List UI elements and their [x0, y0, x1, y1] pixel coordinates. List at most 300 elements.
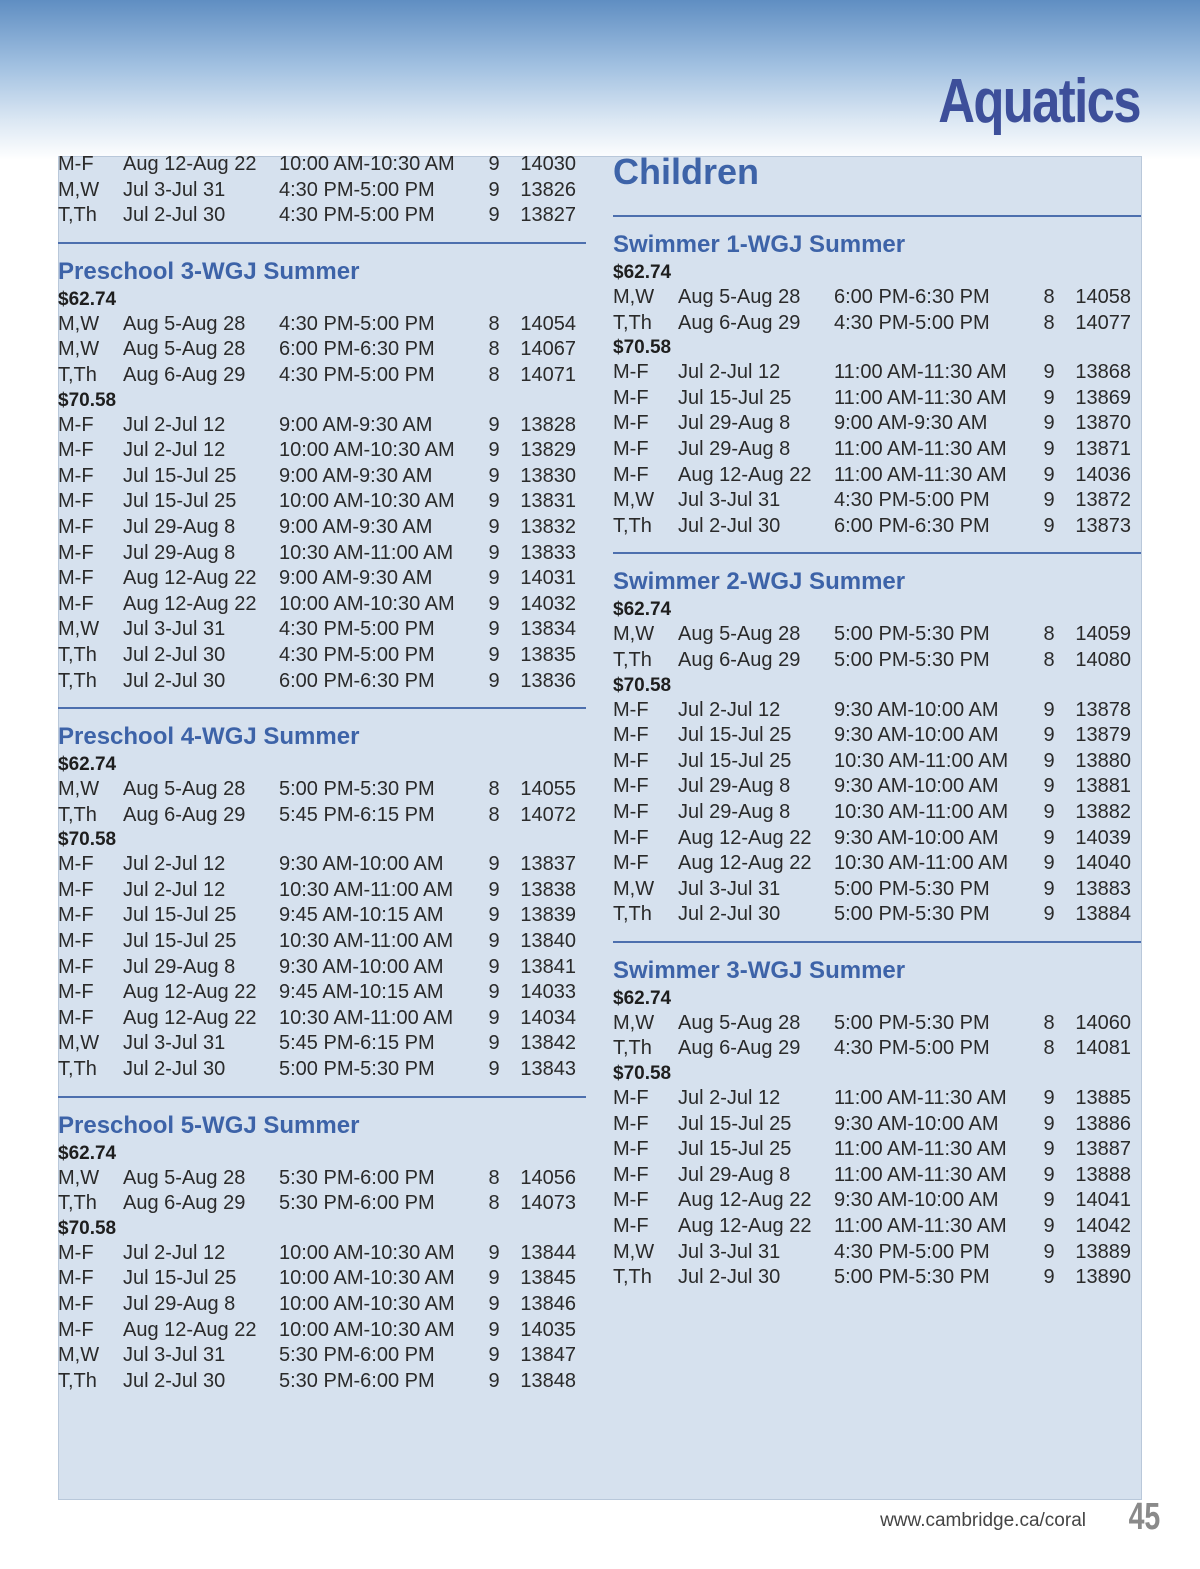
sessions-cell: 8	[1043, 286, 1055, 308]
barcode-cell: 13869	[1075, 386, 1131, 409]
course-block	[613, 215, 1141, 539]
schedule-row	[613, 622, 1141, 648]
dates-cell: Jul 3-Jul 31	[123, 1344, 226, 1367]
price-label: $62.74	[58, 1142, 117, 1164]
right-course-list	[613, 215, 1141, 1291]
sessions-cell: 9	[1043, 800, 1055, 823]
days-cell: M-F	[613, 1163, 649, 1186]
days-cell: M-F	[58, 1293, 94, 1315]
schedule-row	[613, 1112, 1141, 1138]
dates-cell: Aug 6-Aug 29	[678, 648, 801, 671]
schedule-row	[58, 363, 586, 389]
dates-cell: Aug 5-Aug 28	[123, 338, 246, 361]
time-cell: 4:30 PM-5:00 PM	[279, 643, 435, 666]
days-cell: M-F	[613, 386, 649, 409]
days-cell: M-F	[613, 361, 649, 384]
days-cell: M-F	[613, 852, 649, 875]
sessions-cell: 9	[488, 878, 500, 901]
days-cell: M,W	[58, 1344, 100, 1367]
sessions-cell: 9	[488, 464, 500, 487]
days-cell: M-F	[58, 1267, 94, 1290]
schedule-row	[58, 1057, 586, 1083]
time-cell: 5:30 PM-6:00 PM	[279, 1369, 435, 1392]
days-cell: M,W	[613, 623, 655, 646]
schedule-row	[613, 851, 1141, 877]
sessions-cell: 9	[1043, 412, 1055, 435]
days-cell: M-F	[613, 698, 649, 721]
dates-cell: Jul 3-Jul 31	[678, 489, 781, 512]
dates-cell: Jul 2-Jul 30	[123, 1369, 226, 1392]
barcode-cell: 14055	[520, 778, 576, 801]
dates-cell: Jul 2-Jul 30	[123, 669, 226, 692]
dates-cell: Aug 6-Aug 29	[123, 1192, 246, 1215]
schedule-row	[58, 777, 586, 803]
schedule-row	[613, 463, 1141, 489]
barcode-cell: 13884	[1075, 903, 1131, 926]
barcode-cell: 14033	[520, 981, 576, 1004]
time-cell: 10:00 AM-10:30 AM	[279, 490, 455, 513]
sessions-cell: 9	[1043, 1189, 1055, 1212]
days-cell: M-F	[613, 1215, 649, 1238]
days-cell: M-F	[613, 1087, 649, 1110]
sessions-cell: 8	[488, 778, 500, 801]
dates-cell: Aug 12-Aug 22	[678, 1189, 812, 1212]
time-cell: 4:30 PM-5:00 PM	[834, 489, 990, 512]
time-cell: 10:30 AM-11:00 AM	[834, 800, 1009, 823]
time-cell: 4:30 PM-5:00 PM	[279, 363, 435, 386]
website-url: www.cambridge.ca/coral	[880, 1510, 1086, 1531]
days-cell: T,Th	[58, 204, 97, 227]
dates-cell: Jul 29-Aug 8	[678, 800, 791, 823]
time-cell: 5:00 PM-5:30 PM	[834, 1266, 990, 1289]
schedule-row	[58, 337, 586, 363]
sessions-cell: 9	[488, 853, 500, 876]
dates-cell: Jul 2-Jul 30	[123, 1058, 226, 1081]
course-content	[613, 554, 1141, 928]
time-cell: 10:30 AM-11:00 AM	[279, 930, 454, 953]
schedule-row	[58, 152, 586, 178]
dates-cell: Aug 5-Aug 28	[678, 1011, 801, 1034]
dates-cell: Aug 5-Aug 28	[123, 778, 246, 801]
time-cell: 5:00 PM-5:30 PM	[834, 903, 990, 926]
dates-cell: Aug 5-Aug 28	[678, 623, 801, 646]
days-cell: M-F	[58, 541, 94, 564]
barcode-cell: 14072	[520, 803, 576, 826]
days-cell: T,Th	[58, 643, 97, 666]
sessions-cell: 9	[488, 981, 500, 1004]
time-cell: 11:00 AM-11:30 AM	[834, 437, 1007, 460]
continued-rows	[58, 152, 586, 229]
schedule-row	[613, 411, 1141, 437]
time-cell: 5:30 PM-6:00 PM	[279, 1344, 435, 1367]
schedule-row	[613, 360, 1141, 386]
barcode-cell: 13841	[520, 955, 576, 978]
time-cell: 4:30 PM-5:00 PM	[834, 1037, 990, 1060]
days-cell: M,W	[613, 1240, 655, 1263]
schedule-row	[613, 1086, 1141, 1112]
barcode-cell: 13888	[1075, 1163, 1131, 1186]
dates-cell: Jul 15-Jul 25	[123, 1267, 237, 1290]
time-cell: 10:00 AM-10:30 AM	[279, 153, 455, 175]
course-block	[613, 552, 1141, 928]
barcode-cell: 14060	[1075, 1011, 1131, 1034]
days-cell: M,W	[58, 338, 100, 361]
time-cell: 9:30 AM-10:00 AM	[834, 1112, 999, 1135]
barcode-cell: 13846	[520, 1293, 576, 1315]
days-cell: T,Th	[58, 1369, 97, 1392]
dates-cell: Aug 5-Aug 28	[123, 312, 246, 335]
barcode-cell: 13881	[1075, 775, 1131, 798]
schedule-row	[613, 723, 1141, 749]
time-cell: 9:30 AM-10:00 AM	[279, 853, 444, 876]
time-cell: 4:30 PM-5:00 PM	[279, 312, 435, 335]
days-cell: M,W	[613, 286, 655, 308]
dates-cell: Aug 12-Aug 22	[123, 1318, 257, 1341]
days-cell: T,Th	[613, 648, 652, 671]
dates-cell: Aug 12-Aug 22	[123, 567, 257, 590]
time-cell: 10:00 AM-10:30 AM	[279, 1241, 455, 1264]
sessions-cell: 9	[1043, 1087, 1055, 1110]
days-cell: M-F	[58, 153, 94, 175]
days-cell: M-F	[58, 1006, 94, 1029]
barcode-cell: 13872	[1075, 489, 1131, 512]
days-cell: M-F	[58, 1241, 94, 1264]
barcode-cell: 14080	[1075, 648, 1131, 671]
sessions-cell: 9	[488, 439, 500, 462]
sessions-cell: 9	[1043, 698, 1055, 721]
time-cell: 10:30 AM-11:00 AM	[279, 541, 454, 564]
dates-cell: Jul 2-Jul 12	[678, 698, 781, 721]
barcode-cell: 14077	[1075, 311, 1131, 334]
days-cell: M-F	[613, 463, 649, 486]
dates-cell: Jul 3-Jul 31	[123, 618, 226, 641]
dates-cell: Jul 2-Jul 12	[123, 439, 226, 462]
schedule-row	[58, 1292, 586, 1318]
days-cell: M-F	[58, 878, 94, 901]
sessions-cell: 8	[488, 363, 500, 386]
sessions-cell: 9	[1043, 1240, 1055, 1263]
days-cell: M,W	[58, 1032, 100, 1055]
time-cell: 5:00 PM-5:30 PM	[834, 648, 990, 671]
schedule-row	[613, 1036, 1141, 1062]
sessions-cell: 9	[1043, 724, 1055, 747]
time-cell: 4:30 PM-5:00 PM	[279, 618, 435, 641]
sessions-cell: 9	[488, 541, 500, 564]
sessions-cell: 9	[488, 930, 500, 953]
price-label: $70.58	[613, 337, 672, 359]
sessions-cell: 9	[1043, 903, 1055, 926]
dates-cell: Jul 3-Jul 31	[678, 877, 781, 900]
schedule-row	[613, 1240, 1141, 1266]
time-cell: 5:00 PM-5:30 PM	[834, 1011, 990, 1034]
barcode-cell: 14071	[520, 363, 576, 386]
schedule-row	[613, 749, 1141, 775]
schedule-row	[58, 903, 586, 929]
dates-cell: Jul 2-Jul 30	[678, 903, 781, 926]
barcode-cell: 13848	[520, 1369, 576, 1392]
dates-cell: Aug 12-Aug 22	[678, 1215, 812, 1238]
sessions-cell: 9	[1043, 514, 1055, 537]
category-heading: Children	[613, 151, 760, 192]
barcode-cell: 13882	[1075, 800, 1131, 823]
dates-cell: Aug 12-Aug 22	[123, 1006, 257, 1029]
schedule-row	[58, 1318, 586, 1344]
dates-cell: Aug 12-Aug 22	[123, 981, 257, 1004]
sessions-cell: 8	[488, 338, 500, 361]
days-cell: M-F	[613, 775, 649, 798]
schedule-row	[613, 437, 1141, 463]
barcode-cell: 13837	[520, 853, 576, 876]
time-cell: 5:45 PM-6:15 PM	[279, 803, 435, 826]
days-cell: M,W	[613, 877, 655, 900]
days-cell: M,W	[58, 1166, 100, 1189]
barcode-cell: 13833	[520, 541, 576, 564]
days-cell: M-F	[613, 1138, 649, 1161]
schedule-row	[58, 1266, 586, 1292]
course-title: Preschool 3-WGJ Summer	[58, 257, 360, 285]
barcode-cell: 13845	[520, 1267, 576, 1290]
dates-cell: Aug 5-Aug 28	[678, 286, 801, 308]
time-cell: 9:00 AM-9:30 AM	[279, 515, 433, 538]
sessions-cell: 9	[488, 955, 500, 978]
dates-cell: Aug 12-Aug 22	[123, 592, 257, 615]
course-title: Preschool 4-WGJ Summer	[58, 723, 360, 751]
barcode-cell: 13827	[520, 204, 576, 227]
barcode-cell: 13880	[1075, 749, 1131, 772]
schedule-row	[58, 1006, 586, 1032]
time-cell: 9:00 AM-9:30 AM	[279, 567, 433, 590]
days-cell: M-F	[58, 930, 94, 953]
barcode-cell: 13886	[1075, 1112, 1131, 1135]
price-label: $62.74	[613, 262, 672, 283]
sessions-cell: 9	[1043, 463, 1055, 486]
days-cell: T,Th	[58, 669, 97, 692]
days-cell: M-F	[613, 800, 649, 823]
sessions-cell: 9	[488, 1267, 500, 1290]
sessions-cell: 9	[488, 515, 500, 538]
days-cell: M,W	[58, 178, 100, 201]
barcode-cell: 13836	[520, 669, 576, 692]
barcode-cell: 13838	[520, 878, 576, 901]
schedule-row	[58, 178, 586, 204]
schedule-row	[613, 1214, 1141, 1240]
days-cell: M-F	[58, 904, 94, 927]
sessions-cell: 9	[1043, 749, 1055, 772]
dates-cell: Jul 15-Jul 25	[123, 490, 237, 513]
course-content	[58, 244, 586, 694]
sessions-cell: 9	[1043, 775, 1055, 798]
barcode-cell: 14031	[520, 567, 576, 590]
dates-cell: Jul 3-Jul 31	[123, 178, 226, 201]
sessions-cell: 9	[488, 1241, 500, 1264]
time-cell: 10:00 AM-10:30 AM	[279, 1293, 455, 1315]
days-cell: M-F	[58, 1318, 94, 1341]
sessions-cell: 8	[488, 1166, 500, 1189]
dates-cell: Aug 6-Aug 29	[123, 803, 246, 826]
barcode-cell: 14073	[520, 1192, 576, 1215]
time-cell: 9:30 AM-10:00 AM	[279, 955, 444, 978]
time-cell: 9:00 AM-9:30 AM	[279, 413, 433, 436]
dates-cell: Jul 2-Jul 30	[678, 1266, 781, 1289]
schedule-row	[58, 643, 586, 669]
time-cell: 10:30 AM-11:00 AM	[279, 1006, 454, 1029]
days-cell: M,W	[58, 312, 100, 335]
schedule-row	[58, 1343, 586, 1369]
course-title: Swimmer 1-WGJ Summer	[613, 231, 906, 258]
schedule-row	[613, 774, 1141, 800]
schedule-row	[58, 617, 586, 643]
time-cell: 11:00 AM-11:30 AM	[834, 463, 1007, 486]
barcode-cell: 14058	[1075, 286, 1131, 308]
left-column	[58, 152, 586, 1394]
dates-cell: Jul 29-Aug 8	[123, 955, 236, 978]
days-cell: T,Th	[58, 1192, 97, 1215]
schedule-row	[613, 1011, 1141, 1037]
price-label: $70.58	[613, 674, 672, 696]
days-cell: M-F	[58, 515, 94, 538]
sessions-cell: 9	[488, 413, 500, 436]
days-cell: M-F	[613, 826, 649, 849]
barcode-cell: 13847	[520, 1344, 576, 1367]
time-cell: 9:30 AM-10:00 AM	[834, 1189, 999, 1212]
dates-cell: Aug 6-Aug 29	[678, 1037, 801, 1060]
sessions-cell: 9	[1043, 1215, 1055, 1238]
time-cell: 4:30 PM-5:00 PM	[279, 178, 435, 201]
dates-cell: Jul 15-Jul 25	[678, 1138, 792, 1161]
sessions-cell: 9	[488, 1058, 500, 1081]
left-course-list	[58, 242, 586, 1395]
dates-cell: Aug 12-Aug 22	[678, 826, 812, 849]
days-cell: T,Th	[613, 1037, 652, 1060]
days-cell: T,Th	[58, 363, 97, 386]
barcode-cell: 14041	[1075, 1189, 1131, 1212]
time-cell: 9:30 AM-10:00 AM	[834, 826, 999, 849]
time-cell: 9:30 AM-10:00 AM	[834, 698, 999, 721]
dates-cell: Jul 15-Jul 25	[123, 904, 237, 927]
barcode-cell: 14054	[520, 312, 576, 335]
time-cell: 11:00 AM-11:30 AM	[834, 1087, 1007, 1110]
sessions-cell: 9	[1043, 1266, 1055, 1289]
schedule-row	[58, 203, 586, 229]
schedule-row	[58, 438, 586, 464]
time-cell: 5:30 PM-6:00 PM	[279, 1192, 435, 1215]
dates-cell: Jul 29-Aug 8	[123, 515, 236, 538]
sessions-cell: 8	[1043, 311, 1055, 334]
dates-cell: Aug 5-Aug 28	[123, 1166, 246, 1189]
barcode-cell: 13843	[520, 1058, 576, 1081]
sessions-cell: 9	[488, 592, 500, 615]
dates-cell: Jul 2-Jul 12	[123, 413, 226, 436]
schedule-row	[613, 386, 1141, 412]
dates-cell: Aug 6-Aug 29	[678, 311, 801, 334]
time-cell: 9:30 AM-10:00 AM	[834, 724, 999, 747]
schedule-row	[613, 648, 1141, 674]
sessions-cell: 9	[488, 1344, 500, 1367]
days-cell: M-F	[58, 464, 94, 487]
course-title: Swimmer 3-WGJ Summer	[613, 956, 906, 984]
time-cell: 11:00 AM-11:30 AM	[834, 1138, 1007, 1161]
barcode-cell: 13831	[520, 490, 576, 513]
dates-cell: Aug 12-Aug 22	[678, 463, 812, 486]
schedule-row	[613, 514, 1141, 540]
sessions-cell: 8	[1043, 623, 1055, 646]
time-cell: 9:00 AM-9:30 AM	[279, 464, 433, 487]
schedule-row	[613, 1188, 1141, 1214]
barcode-cell: 14040	[1075, 852, 1131, 875]
time-cell: 6:00 PM-6:30 PM	[279, 669, 435, 692]
course-title: Preschool 5-WGJ Summer	[58, 1111, 360, 1139]
time-cell: 11:00 AM-11:30 AM	[834, 1163, 1007, 1186]
dates-cell: Jul 15-Jul 25	[678, 386, 792, 409]
dates-cell: Jul 15-Jul 25	[678, 749, 792, 772]
time-cell: 9:45 AM-10:15 AM	[279, 904, 444, 927]
sessions-cell: 8	[488, 312, 500, 335]
barcode-cell: 13842	[520, 1032, 576, 1055]
price-label: $62.74	[58, 288, 117, 310]
days-cell: M-F	[613, 724, 649, 747]
days-cell: M-F	[58, 853, 94, 876]
sessions-cell: 8	[488, 1192, 500, 1215]
schedule-row	[58, 515, 586, 541]
time-cell: 11:00 AM-11:30 AM	[834, 1215, 1007, 1238]
sessions-cell: 9	[1043, 489, 1055, 512]
barcode-cell: 13835	[520, 643, 576, 666]
dates-cell: Jul 3-Jul 31	[123, 1032, 226, 1055]
days-cell: M-F	[58, 413, 94, 436]
sessions-cell: 9	[1043, 361, 1055, 384]
barcode-cell: 14036	[1075, 463, 1131, 486]
dates-cell: Jul 2-Jul 30	[123, 204, 226, 227]
days-cell: M-F	[58, 955, 94, 978]
schedule-row	[58, 464, 586, 490]
sessions-cell: 9	[1043, 852, 1055, 875]
price-label: $70.58	[613, 1063, 672, 1085]
sessions-cell: 9	[1043, 386, 1055, 409]
time-cell: 10:30 AM-11:00 AM	[834, 749, 1009, 772]
schedule-row	[613, 311, 1141, 337]
dates-cell: Jul 2-Jul 12	[678, 1087, 781, 1110]
days-cell: M-F	[613, 749, 649, 772]
dates-cell: Jul 2-Jul 30	[123, 643, 226, 666]
days-cell: M,W	[613, 489, 655, 512]
time-cell: 9:45 AM-10:15 AM	[279, 981, 444, 1004]
barcode-cell: 13832	[520, 515, 576, 538]
dates-cell: Jul 29-Aug 8	[123, 1293, 236, 1315]
schedule-row	[58, 1166, 586, 1192]
dates-cell: Jul 2-Jul 12	[123, 878, 226, 901]
price-label: $62.74	[58, 754, 117, 776]
schedule-row	[613, 285, 1141, 311]
dates-cell: Jul 15-Jul 25	[678, 1112, 792, 1135]
sessions-cell: 9	[488, 567, 500, 590]
schedule-row	[58, 413, 586, 439]
schedule-row	[58, 1191, 586, 1217]
course-content	[613, 943, 1141, 1291]
sessions-cell: 9	[488, 490, 500, 513]
schedule-row	[58, 1369, 586, 1395]
sessions-cell: 9	[488, 1006, 500, 1029]
time-cell: 11:00 AM-11:30 AM	[834, 386, 1007, 409]
barcode-cell: 13871	[1075, 437, 1131, 460]
sessions-cell: 8	[1043, 648, 1055, 671]
dates-cell: Jul 2-Jul 12	[123, 853, 226, 876]
schedule-row	[58, 566, 586, 592]
dates-cell: Jul 29-Aug 8	[678, 437, 791, 460]
course-content	[613, 217, 1141, 539]
price-label: $62.74	[613, 599, 672, 621]
barcode-cell: 13878	[1075, 698, 1131, 721]
barcode-cell: 14081	[1075, 1037, 1131, 1060]
